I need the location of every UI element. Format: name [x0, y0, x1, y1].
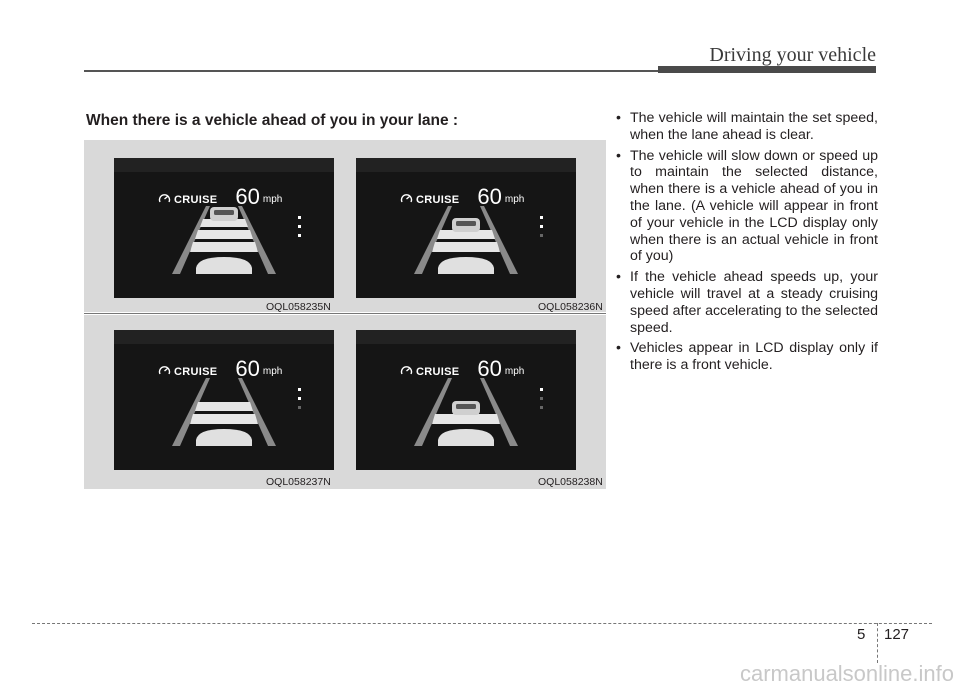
speed-unit: mph — [504, 366, 525, 377]
figure-separator — [354, 313, 606, 314]
bullet-dot: • — [616, 147, 621, 164]
distance-bar — [190, 242, 258, 252]
page-number: 127 — [884, 626, 910, 643]
distance-level-dot — [298, 225, 301, 228]
cruise-label: CRUISE — [174, 366, 218, 378]
distance-level-dot — [540, 234, 543, 237]
set-speed: 60 — [477, 356, 502, 381]
chapter-number: 5 — [857, 626, 866, 643]
header-rule-accent — [658, 66, 876, 73]
set-speed: 60 — [235, 356, 260, 381]
distance-level-dot — [298, 216, 301, 219]
watermark: carmanualsonline.info — [739, 661, 954, 686]
distance-level-dot — [540, 216, 543, 219]
front-vehicle-window — [456, 404, 476, 409]
distance-level-dot — [540, 397, 543, 400]
distance-level-dot — [298, 234, 301, 237]
distance-level-dot — [298, 388, 301, 391]
lane-graphic — [356, 158, 576, 298]
lcd-display — [356, 158, 576, 298]
cruise-label: CRUISE — [416, 194, 460, 206]
set-speed: 60 — [235, 184, 260, 209]
distance-level-dot — [540, 388, 543, 391]
lane-graphic — [356, 330, 576, 470]
distance-bar — [190, 414, 258, 424]
figure-caption: OQL058237N — [266, 476, 331, 488]
distance-bar — [432, 242, 500, 252]
bullet-item — [614, 340, 878, 374]
bullet-text: Vehicles appear in LCD display only if there is a front vehicle. — [630, 340, 878, 374]
lcd-display — [114, 330, 334, 470]
distance-bar — [195, 402, 253, 411]
speed-unit: mph — [262, 366, 283, 377]
lane-graphic — [114, 158, 334, 298]
bullet-item — [614, 148, 878, 266]
bullet-dot: • — [616, 340, 621, 357]
speed-unit: mph — [262, 194, 283, 205]
own-vehicle-icon — [196, 429, 252, 446]
figure-2 — [354, 140, 606, 312]
figure-separator — [84, 313, 360, 314]
distance-level-dot — [540, 225, 543, 228]
bullet-text: The vehicle will maintain the set speed, when the lane ahead is clear. — [630, 110, 878, 143]
figure-caption: OQL058235N — [266, 301, 331, 313]
footer-divider — [877, 623, 878, 663]
figure-caption: OQL058236N — [538, 301, 603, 313]
footer-rule — [32, 623, 932, 624]
figure-caption: OQL058238N — [538, 476, 603, 488]
distance-bar — [432, 414, 500, 424]
bullet-dot: • — [616, 110, 621, 126]
front-vehicle-window — [456, 221, 476, 226]
bullet-dot: • — [616, 269, 621, 286]
bullet-text: The vehicle will slow down or speed up to maintain the selected distance, when there is a vehicle ahead of you in the lane. (A vehicle will appear in front of your vehicle in the LCD display only when there is an actual vehicle in front of you) — [630, 147, 878, 265]
lane-graphic — [114, 330, 334, 470]
set-speed: 60 — [477, 184, 502, 209]
own-vehicle-icon — [438, 429, 494, 446]
figure-4 — [354, 315, 606, 489]
bullet-list — [614, 110, 878, 378]
cruise-label: CRUISE — [174, 194, 218, 206]
lcd-display — [114, 158, 334, 298]
distance-bar — [195, 230, 253, 239]
figure-1 — [84, 140, 360, 312]
lcd-display — [356, 330, 576, 470]
distance-level-dot — [540, 406, 543, 409]
cruise-label: CRUISE — [416, 366, 460, 378]
own-vehicle-icon — [438, 257, 494, 274]
distance-level-dot — [298, 406, 301, 409]
section-heading: When there is a vehicle ahead of you in your lane : — [86, 112, 459, 129]
bullet-item — [614, 110, 878, 144]
bullet-item — [614, 269, 878, 336]
figure-3 — [84, 315, 360, 489]
speed-unit: mph — [504, 194, 525, 205]
front-vehicle-window — [214, 210, 234, 215]
own-vehicle-icon — [196, 257, 252, 274]
distance-level-dot — [298, 397, 301, 400]
bullet-text: If the vehicle ahead speeds up, your vehicle will travel at a steady cruising speed after accelerating to the selected speed. — [630, 269, 878, 336]
header-title: Driving your vehicle — [709, 44, 876, 66]
